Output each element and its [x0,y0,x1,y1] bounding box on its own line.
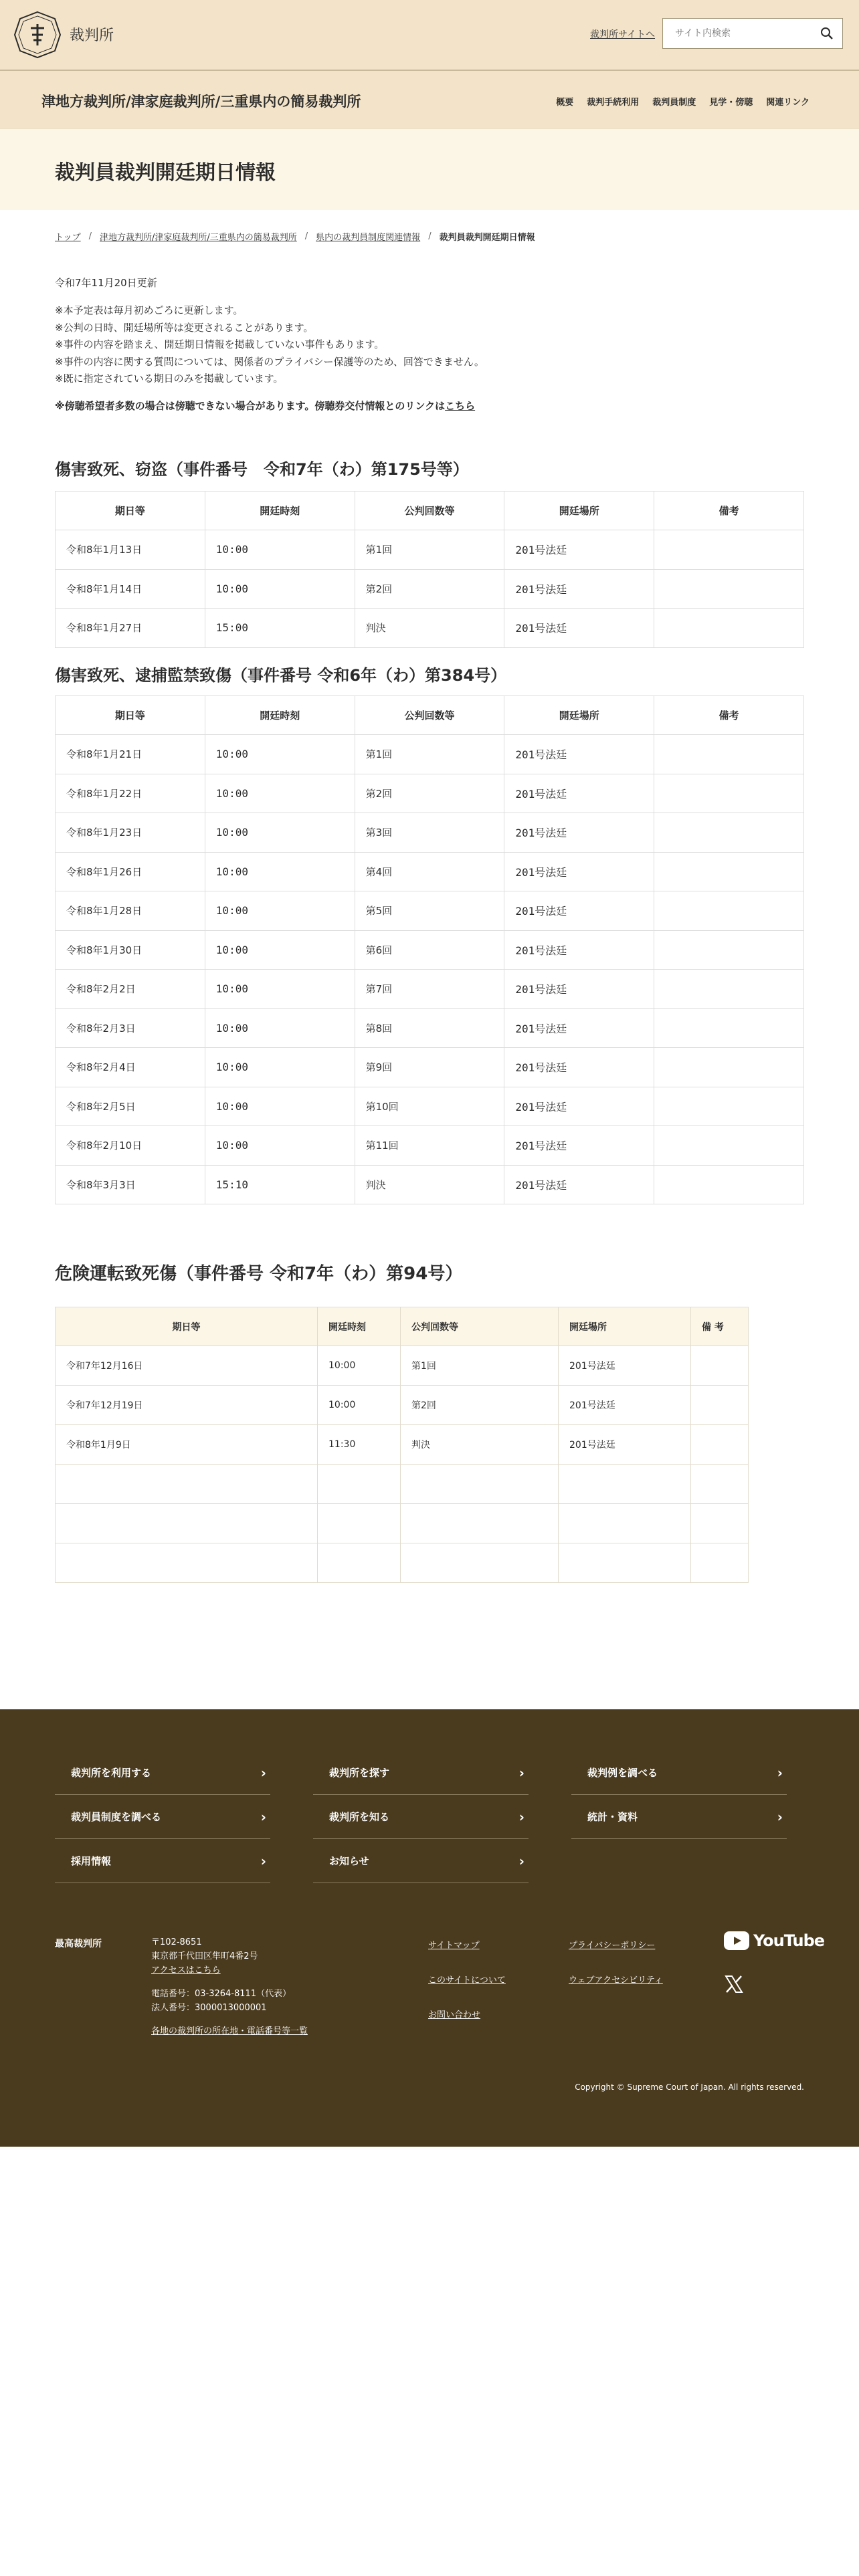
courts-site-link[interactable]: 裁判所サイトへ [590,29,656,40]
table-cell: 201号法廷 [504,609,654,648]
table-cell: 15:00 [205,609,355,648]
x-logo-icon[interactable] [724,1974,744,2000]
table-row [56,774,804,813]
table-cell: 第2回 [355,569,504,609]
breadcrumb-court[interactable]: 津地方裁判所/津家庭裁判所/三重県内の簡易裁判所 [100,233,297,243]
table-cell: 第10回 [355,1087,504,1126]
table-cell: 201号法廷 [504,813,654,853]
table-cell: 10:00 [205,813,355,853]
nav-item-visit[interactable]: 見学・傍聴 [709,98,753,108]
table-cell [654,735,804,774]
footer-link-news[interactable] [313,1839,529,1883]
chevron-right-icon: › [518,1852,524,1869]
court-emblem-icon[interactable] [13,11,62,59]
table-cell [56,1504,318,1543]
table-cell [691,1386,749,1425]
breadcrumb-related[interactable]: 県内の裁判員制度関連情報 [316,233,421,243]
directory-link[interactable]: 各地の裁判所の所在地・電話番号等一覧 [151,2026,308,2036]
table-cell [654,609,804,648]
site-footer [0,1709,859,2147]
table-cell [654,1126,804,1166]
logo-text[interactable]: 裁判所 [70,27,114,44]
table-cell: 令和8年1月27日 [56,609,205,648]
copyright: Copyright © Supreme Court of Japan. All rights reserved. [575,2082,804,2092]
footer-link-about-court[interactable] [313,1795,529,1839]
table-cell: 201号法廷 [504,1126,654,1166]
table-cell: 201号法廷 [504,1048,654,1087]
court-name[interactable]: 津地方裁判所/津家庭裁判所/三重県内の簡易裁判所 [41,94,361,110]
table-cell [654,1087,804,1126]
column-header: 備考 [654,696,804,735]
footer-link-find-court[interactable] [313,1751,529,1795]
column-header: 備考 [654,492,804,530]
column-header: 開廷時刻 [205,696,355,735]
corporate-number: 法人番号：3000013000001 [151,2003,267,2013]
table-cell: 第2回 [355,774,504,813]
postal-code: 〒102-8651 [151,1937,202,1947]
table-cell [654,774,804,813]
table-header-row [56,696,804,735]
case-title: 傷害致死、窃盗（事件番号 令和7年（わ）第175号等） [55,460,469,479]
footer-link-cases[interactable] [571,1751,787,1795]
ticket-note [55,399,475,413]
table-cell [691,1425,749,1465]
table-cell: 10:00 [205,1008,355,1048]
table-row [56,1087,804,1126]
table-cell: 11:30 [318,1425,401,1465]
table-row [56,569,804,609]
sitemap-link[interactable]: サイトマップ [428,1941,480,1951]
footer-link-label: 裁判所を利用する [71,1767,152,1779]
breadcrumb-separator: / [428,231,432,241]
nav-item-saiban-in[interactable]: 裁判員制度 [652,98,696,108]
table-cell: 第7回 [355,970,504,1009]
contact-link[interactable]: お問い合わせ [428,2010,481,2020]
table-cell: 第5回 [355,891,504,931]
schedule-table [55,695,804,1204]
table-cell [318,1465,401,1504]
column-header: 備 考 [691,1307,749,1346]
table-cell: 201号法廷 [504,735,654,774]
footer-link-label: 裁判所を知る [329,1811,390,1823]
chevron-right-icon: › [260,1852,266,1869]
table-cell [654,569,804,609]
table-cell: 10:00 [205,970,355,1009]
table-cell: 令和8年2月2日 [56,970,205,1009]
table-row [56,1008,804,1048]
column-header: 開廷場所 [559,1307,691,1346]
table-cell: 判決 [355,609,504,648]
table-cell [401,1504,559,1543]
table-cell [318,1543,401,1583]
table-row [56,813,804,853]
table-cell [654,1008,804,1048]
table-cell: 201号法廷 [504,1087,654,1126]
column-header: 公判回数等 [355,492,504,530]
footer-link-label: 裁判例を調べる [587,1767,658,1779]
note-line: ※事件の内容を踏まえ、開廷期日情報を掲載していない事件もあります。 [55,338,385,351]
phone-number: 電話番号：03-3264-8111（代表） [151,1989,292,1999]
access-link[interactable]: アクセスはこちら [151,1965,221,1975]
table-cell: 10:00 [205,735,355,774]
table-cell: 10:00 [318,1386,401,1425]
chevron-right-icon: › [518,1764,524,1781]
table-cell: 201号法廷 [559,1425,691,1465]
table-row [56,970,804,1009]
breadcrumb-top[interactable]: トップ [55,233,81,243]
top-bar [0,0,859,70]
table-cell: 第6回 [355,930,504,970]
table-cell: 令和8年2月10日 [56,1126,205,1166]
table-cell: 令和8年2月3日 [56,1008,205,1048]
youtube-link[interactable] [724,1931,824,1950]
table-cell: 10:00 [205,891,355,931]
table-cell [559,1543,691,1583]
notes [55,302,484,388]
footer-link-saiban-in[interactable] [55,1795,270,1839]
table-cell: 令和8年1月14日 [56,569,205,609]
table-cell: 10:00 [205,852,355,891]
table-cell [318,1504,401,1543]
table-cell [691,1465,749,1504]
column-header: 期日等 [56,696,205,735]
table-cell [654,1165,804,1204]
column-header: 期日等 [56,492,205,530]
table-cell: 令和8年3月3日 [56,1165,205,1204]
column-header: 開廷場所 [504,696,654,735]
column-header: 期日等 [56,1307,318,1346]
search-icon[interactable] [812,18,842,49]
table-cell: 10:00 [205,774,355,813]
table-row [56,852,804,891]
footer-link-label: 裁判員制度を調べる [71,1811,162,1823]
table-header-row [56,492,804,530]
table-cell: 10:00 [318,1346,401,1386]
main-nav [0,70,859,128]
footer-link-recruit[interactable] [55,1839,270,1883]
table-cell: 10:00 [205,1087,355,1126]
ticket-note-text: ※傍聴希望者多数の場合は傍聴できない場合があります。傍聴券交付情報とのリンクは [55,400,446,412]
table-row [56,1465,749,1504]
table-cell: 第3回 [355,813,504,853]
table-row [56,1165,804,1204]
table-row [56,1425,749,1465]
footer-link-statistics[interactable] [571,1795,787,1839]
table-cell: 201号法廷 [504,852,654,891]
table-cell: 201号法廷 [504,530,654,570]
table-cell: 令和8年1月30日 [56,930,205,970]
note-line: ※公判の日時、開廷場所等は変更されることがあります。 [55,321,314,334]
table-row [56,1386,749,1425]
table-cell: 第1回 [355,530,504,570]
table-cell: 第11回 [355,1126,504,1166]
table-cell: 201号法廷 [504,569,654,609]
table-cell: 令和8年1月21日 [56,735,205,774]
table-row [56,1048,804,1087]
table-cell: 第9回 [355,1048,504,1087]
table-cell [654,852,804,891]
schedule-table [55,491,804,648]
table-cell: 判決 [355,1165,504,1204]
youtube-label: YouTube [753,1931,825,1950]
case-title: 危険運転致死傷（事件番号 令和7年（わ）第94号） [55,1264,463,1284]
table-cell: 令和8年1月22日 [56,774,205,813]
table-cell: 令和8年1月13日 [56,530,205,570]
table-row [56,891,804,931]
table-row [56,1126,804,1166]
footer-link-label: 裁判所を探す [329,1767,390,1779]
table-cell: 10:00 [205,1048,355,1087]
table-cell: 15:10 [205,1165,355,1204]
table-cell [401,1465,559,1504]
chevron-right-icon: › [777,1764,783,1781]
table-cell: 令和8年1月28日 [56,891,205,931]
table-cell: 10:00 [205,530,355,570]
search-box [662,18,843,49]
ticket-info-link[interactable]: こちら [445,400,476,412]
table-cell: 201号法廷 [504,774,654,813]
chevron-right-icon: › [260,1764,266,1781]
breadcrumb-current: 裁判員裁判開廷期日情報 [439,233,535,243]
table-cell: 201号法廷 [504,891,654,931]
nav-item-procedures[interactable]: 裁判手続利用 [587,98,640,108]
column-header: 公判回数等 [355,696,504,735]
footer-link-label: 採用情報 [71,1855,112,1867]
privacy-policy-link[interactable]: プライバシーポリシー [569,1941,656,1951]
table-row [56,1543,749,1583]
table-cell [401,1543,559,1583]
table-cell [691,1543,749,1583]
table-cell: 令和8年1月9日 [56,1425,318,1465]
table-cell: 第4回 [355,852,504,891]
nav-item-overview[interactable]: 概要 [556,98,574,108]
table-cell: 令和8年1月26日 [56,852,205,891]
table-cell: 令和7年12月16日 [56,1346,318,1386]
table-cell: 第1回 [355,735,504,774]
breadcrumb-separator: / [88,231,92,241]
column-header: 開廷時刻 [205,492,355,530]
breadcrumb-separator: / [304,231,308,241]
column-header: 開廷場所 [504,492,654,530]
table-cell [654,1048,804,1087]
table-row [56,609,804,648]
table-cell [654,891,804,931]
footer-org-name: 最高裁判所 [55,1939,102,1949]
table-cell: 201号法廷 [504,1008,654,1048]
table-cell: 第8回 [355,1008,504,1048]
breadcrumb [55,230,535,243]
table-cell [654,930,804,970]
footer-address [151,1935,308,2038]
table-cell [654,970,804,1009]
note-line: ※事件の内容に関する質問については、関係者のプライバシー保護等のため、回答できません。 [55,355,484,368]
youtube-icon [724,1931,749,1950]
note-line: ※本予定表は毎月初めごろに更新します。 [55,304,244,316]
table-cell: 第1回 [401,1346,559,1386]
table-cell: 令和7年12月19日 [56,1386,318,1425]
table-row [56,930,804,970]
table-cell: 令和8年2月4日 [56,1048,205,1087]
table-row [56,530,804,570]
chevron-right-icon: › [777,1808,783,1825]
table-header-row [56,1307,749,1346]
search-input[interactable] [663,19,812,48]
address: 東京都千代田区隼町4番2号 [151,1951,258,1961]
table-cell [559,1504,691,1543]
table-cell: 10:00 [205,569,355,609]
table-cell: 201号法廷 [559,1386,691,1425]
footer-link-use-court[interactable] [55,1751,270,1795]
about-site-link[interactable]: このサイトについて [428,1975,506,1985]
table-cell: 201号法廷 [504,970,654,1009]
note-line: ※既に指定されている期日のみを掲載しています。 [55,372,284,385]
table-cell: 201号法廷 [504,1165,654,1204]
column-header: 開廷時刻 [318,1307,401,1346]
accessibility-link[interactable]: ウェブアクセシビリティ [569,1975,663,1985]
column-header: 公判回数等 [401,1307,559,1346]
footer-link-label: 統計・資料 [587,1811,638,1823]
updated-date: 令和7年11月20日更新 [55,277,157,289]
case-title: 傷害致死、逮捕監禁致傷（事件番号 令和6年（わ）第384号） [55,666,507,685]
table-cell: 10:00 [205,1126,355,1166]
table-cell: 令和8年2月5日 [56,1087,205,1126]
schedule-table [55,1307,749,1583]
table-cell: 第2回 [401,1386,559,1425]
chevron-right-icon: › [260,1808,266,1825]
table-cell: 判決 [401,1425,559,1465]
table-cell [56,1543,318,1583]
table-cell [654,813,804,853]
table-cell: 201号法廷 [504,930,654,970]
table-cell: 令和8年1月23日 [56,813,205,853]
footer-link-label: お知らせ [329,1855,369,1867]
table-cell [654,530,804,570]
chevron-right-icon: › [518,1808,524,1825]
table-cell [691,1504,749,1543]
nav-item-links[interactable]: 関連リンク [766,98,809,108]
table-cell [56,1465,318,1504]
table-cell: 10:00 [205,930,355,970]
table-cell [691,1346,749,1386]
table-row [56,1504,749,1543]
page-title: 裁判員裁判開廷期日情報 [55,161,276,185]
table-row [56,1346,749,1386]
table-cell [559,1465,691,1504]
table-cell: 201号法廷 [559,1346,691,1386]
page-hero [0,128,859,210]
table-row [56,735,804,774]
